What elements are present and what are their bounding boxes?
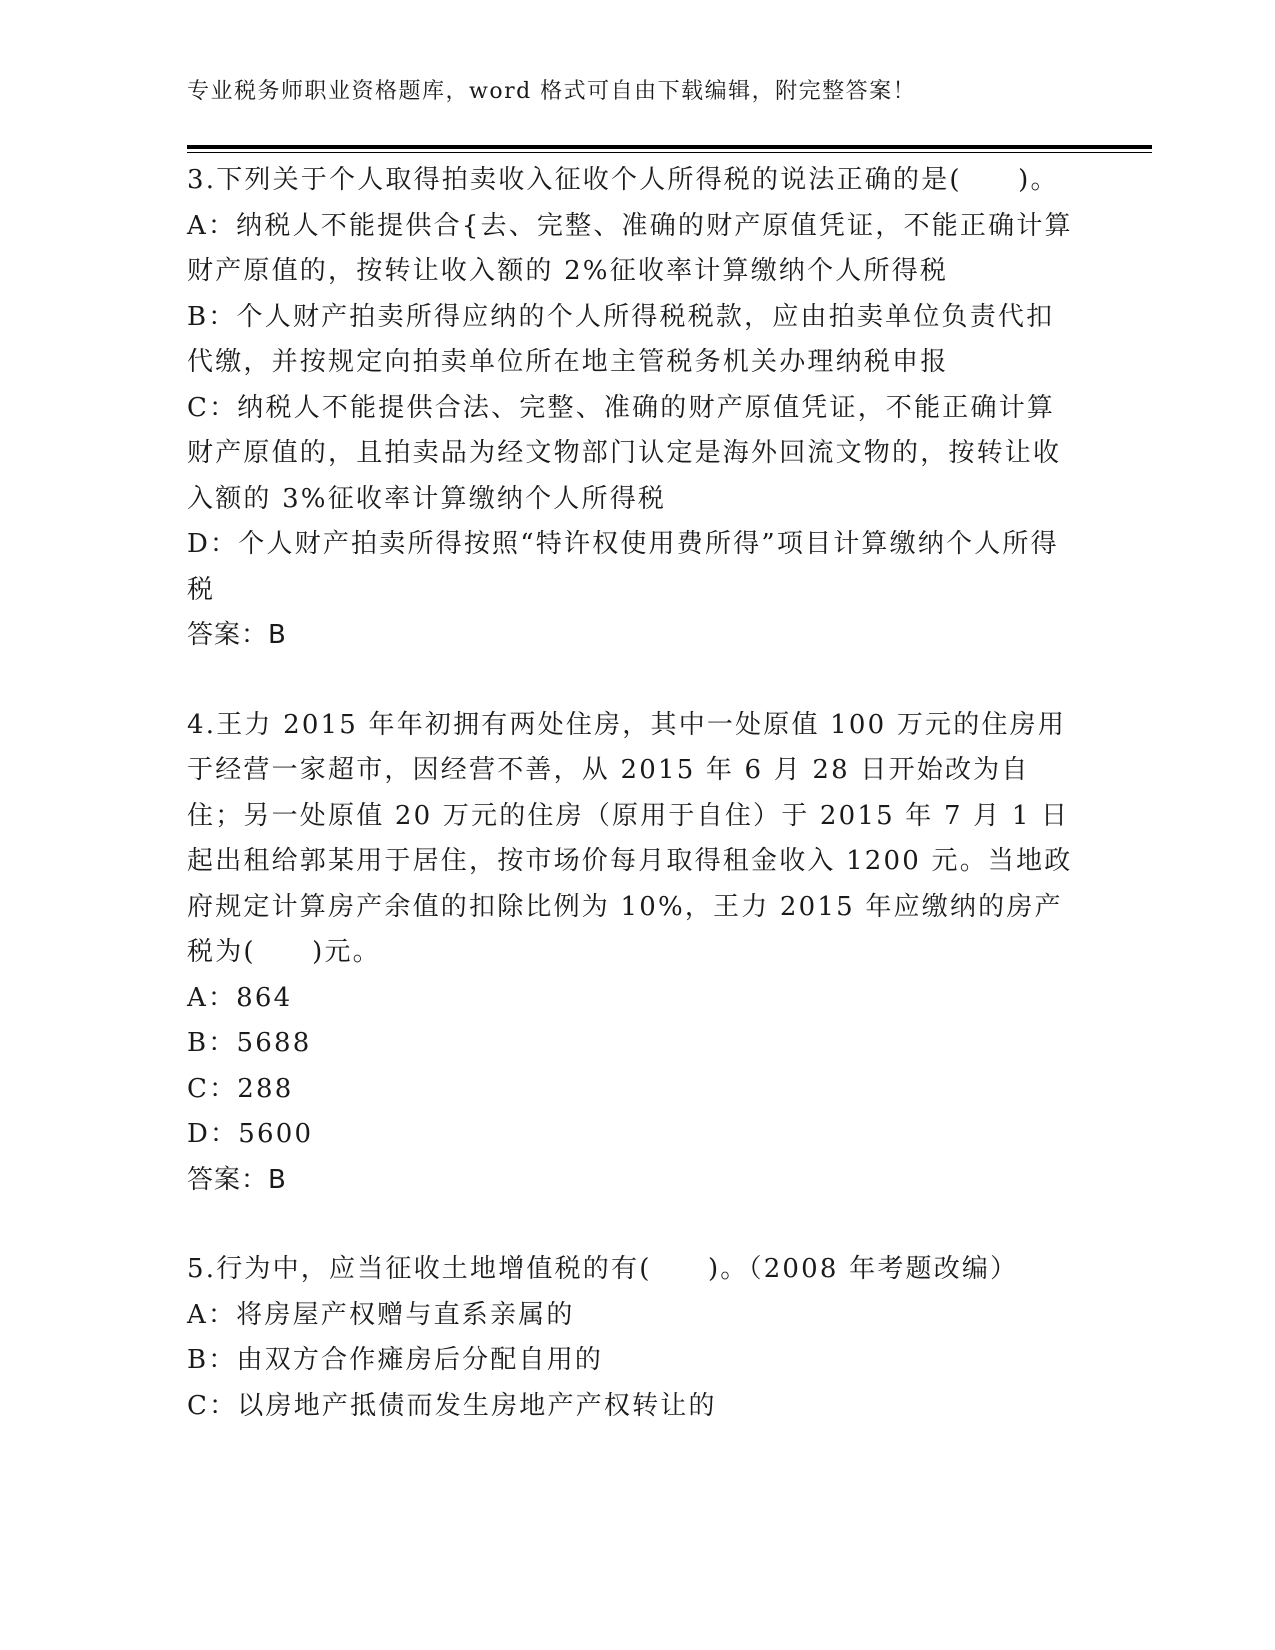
question-list bbox=[187, 158, 1077, 1429]
question-stem: 5.行为中，应当征收土地增值税的有( )。（2008 年考题改编） bbox=[187, 1254, 1019, 1284]
option-c: C：以房地产抵债而发生房地产产权转让的 bbox=[187, 1390, 717, 1421]
spacer bbox=[187, 659, 1077, 703]
option-a: A：将房屋产权赠与直系亲属的 bbox=[187, 1299, 575, 1330]
page-header: 专业税务师职业资格题库，word 格式可自由下载编辑，附完整答案！ bbox=[187, 79, 917, 104]
question-5 bbox=[187, 1247, 1077, 1429]
option-c: C：纳税人不能提供合法、完整、准确的财产原值凭证，不能正确计算财产原值的，且拍卖品为经文物部门认定是海外回流文物的，按转让收入额的 3%征收率计算缴纳个人所得税 bbox=[187, 392, 1062, 514]
answer: 答案：B bbox=[187, 620, 287, 650]
header-rule-thin bbox=[187, 152, 1152, 153]
question-stem: 4.王力 2015 年年初拥有两处住房，其中一处原值 100 万元的住房用于经营一家超市，因经营不善，从 2015 年 6 月 28 日开始改为自住；另一处原值 20 万元的住房（原用于自住）于 2015 年 7 月 1 日起出租给郭某用于居住，按市场价每月取得租金收入 1200 元。当地政府规定计算房产余值的扣除比例为 10%，王力 2015 年应缴纳的房产税为( )元。 bbox=[187, 709, 1073, 967]
option-a: A：纳税人不能提供合{去、完整、准确的财产原值凭证，不能正确计算财产原值的，按转让收入额的 2%征收率计算缴纳个人所得税 bbox=[187, 210, 1073, 286]
option-b: B：由双方合作瘫房后分配自用的 bbox=[187, 1345, 604, 1375]
answer: 答案：B bbox=[187, 1164, 287, 1195]
question-3 bbox=[187, 158, 1077, 659]
option-a: A：864 bbox=[187, 982, 293, 1013]
option-c: C：288 bbox=[187, 1073, 294, 1104]
option-b: B：个人财产拍卖所得应纳的个人所得税税款，应由拍卖单位负责代扣代缴，并按规定向拍卖单位所在地主管税务机关办理纳税申报 bbox=[187, 301, 1055, 377]
question-stem: 3.下列关于个人取得拍卖收入征收个人所得税的说法正确的是( )。 bbox=[187, 165, 1059, 195]
question-4 bbox=[187, 703, 1077, 1204]
option-d: D：5600 bbox=[187, 1119, 314, 1149]
spacer bbox=[187, 1203, 1077, 1247]
option-b: B：5688 bbox=[187, 1028, 312, 1058]
option-d: D：个人财产拍卖所得按照“特许权使用费所得”项目计算缴纳个人所得税 bbox=[187, 529, 1059, 605]
header-rule-thick bbox=[187, 145, 1152, 149]
